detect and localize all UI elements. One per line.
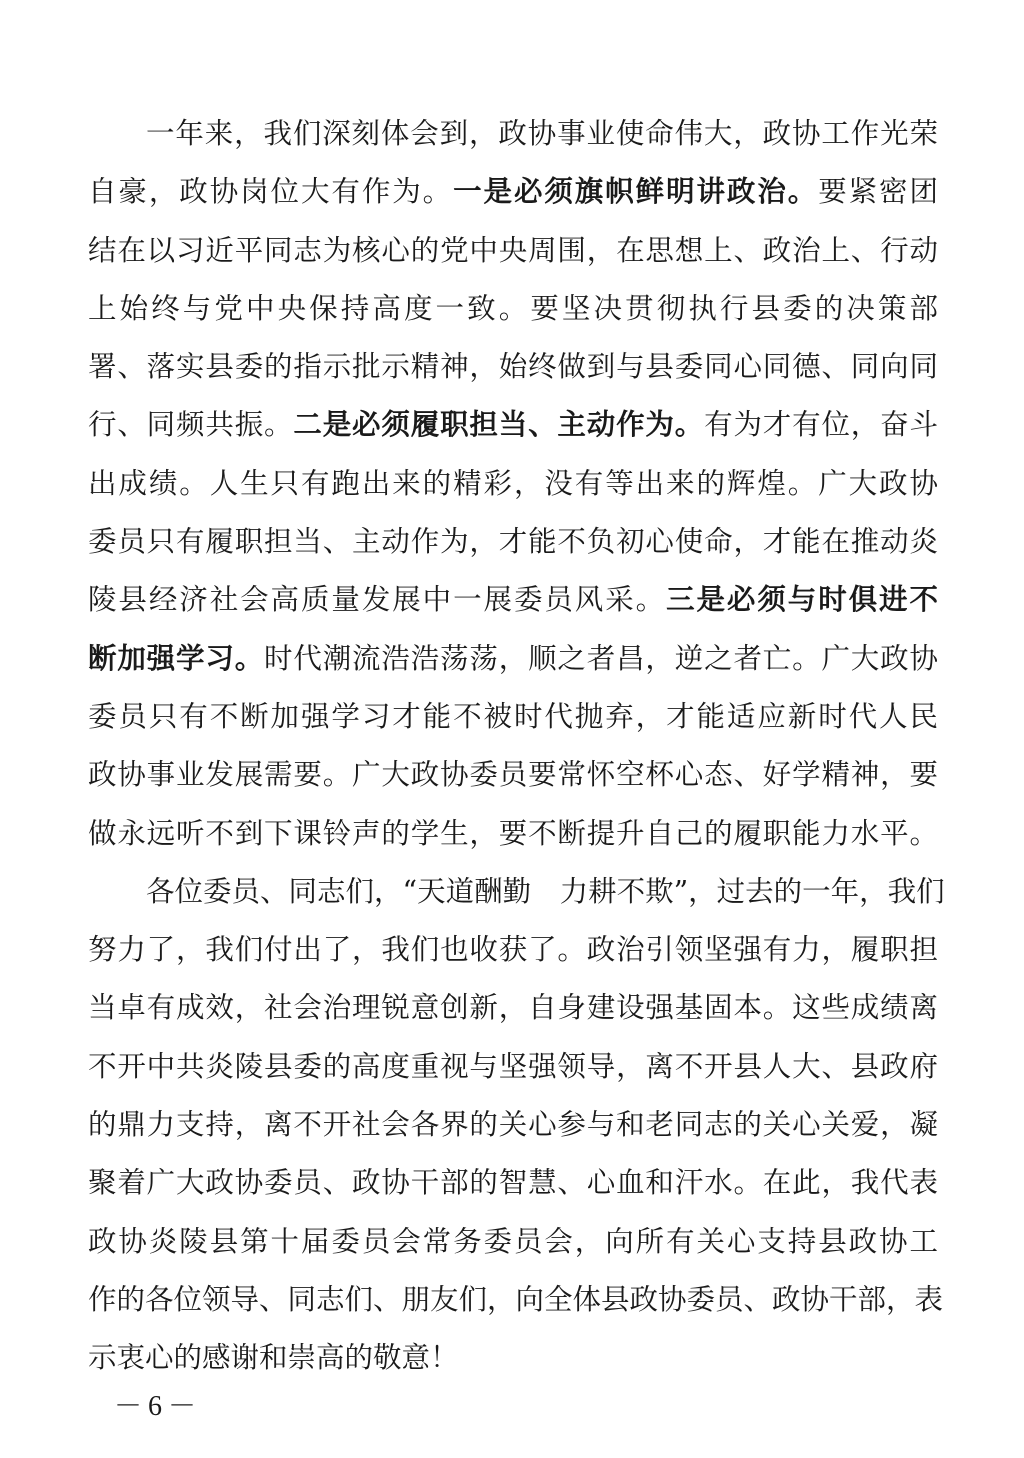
- text-line: 出成绩。人生只有跑出来的精彩，没有等出来的辉煌。广大政协: [88, 466, 938, 500]
- text-line: 聚着广大政协委员、政协干部的智慧、心血和汗水。在此，我代表: [88, 1166, 938, 1200]
- text-line: 不开中共炎陵县委的高度重视与坚强领导，离不开县人大、县政府: [88, 1049, 938, 1083]
- paragraph-1: [88, 105, 938, 863]
- text-line: 结在以习近平同志为核心的党中央周围，在思想上、政治上、行动: [88, 233, 938, 267]
- bold-heading-point-3-cont: 断加强学习。: [88, 641, 265, 675]
- text-line: 上始终与党中央保持高度一致。要坚决贯彻执行县委的决策部: [88, 291, 938, 325]
- paragraph-2: [88, 863, 945, 1388]
- page-number: －6－: [114, 1391, 203, 1422]
- text-line: 的鼎力支持，离不开社会各界的关心参与和老同志的关心关爱，凝: [88, 1108, 938, 1142]
- text-run: 要紧密团: [818, 175, 938, 209]
- text-run: 行、同频共振。: [88, 408, 294, 442]
- text-line: 政协事业发展需要。广大政协委员要常怀空杯心态、好学精神，要: [88, 758, 938, 792]
- text-line: 委员只有履职担当、主动作为，才能不负初心使命，才能在推动炎: [88, 525, 938, 559]
- text-line: [88, 396, 938, 454]
- text-line: 政协炎陵县第十届委员会常务委员会，向所有关心支持县政协工: [88, 1224, 938, 1258]
- text-line: [88, 630, 938, 688]
- text-line: 努力了，我们付出了，我们也收获了。政治引领坚强有力，履职担: [88, 933, 938, 967]
- text-line: [88, 163, 938, 221]
- text-line: 一年来，我们深刻体会到，政协事业使命伟大，政协工作光荣: [146, 117, 938, 150]
- text-run: 陵县经济社会高质量发展中一展委员风采。: [88, 583, 667, 617]
- text-line: 当卓有成效，社会治理锐意创新，自身建设强基固本。这些成绩离: [88, 991, 938, 1025]
- text-line: 署、落实县委的指示批示精神，始终做到与县委同心同德、同向同: [88, 350, 938, 384]
- bold-heading-point-1: 一是必须旗帜鲜明讲政治。: [453, 175, 819, 209]
- text-run: 有为才有位，奋斗: [704, 408, 938, 442]
- text-line: [88, 571, 938, 629]
- bold-heading-point-2: 二是必须履职担当、主动作为。: [293, 408, 705, 442]
- document-body: [88, 105, 945, 1388]
- text-line: 示衷心的感谢和崇高的敬意！: [88, 1341, 459, 1375]
- text-line: 作的各位领导、同志们、朋友们，向全体县政协委员、政协干部，表: [88, 1282, 944, 1316]
- text-line: 各位委员、同志们，“天道酬勤 力耕不欺”，过去的一年，我们: [146, 874, 945, 908]
- text-line: 委员只有不断加强学习才能不被时代抛弃，才能适应新时代人民: [88, 699, 938, 733]
- text-run: 时代潮流浩浩荡荡，顺之者昌，逆之者亡。广大政协: [264, 641, 938, 675]
- text-run: 自豪，政协岗位大有作为。: [88, 175, 454, 209]
- bold-heading-point-3: 三是必须与时俱进不: [666, 583, 938, 617]
- text-line: 做永远听不到下课铃声的学生，要不断提升自己的履职能力水平。: [88, 816, 938, 850]
